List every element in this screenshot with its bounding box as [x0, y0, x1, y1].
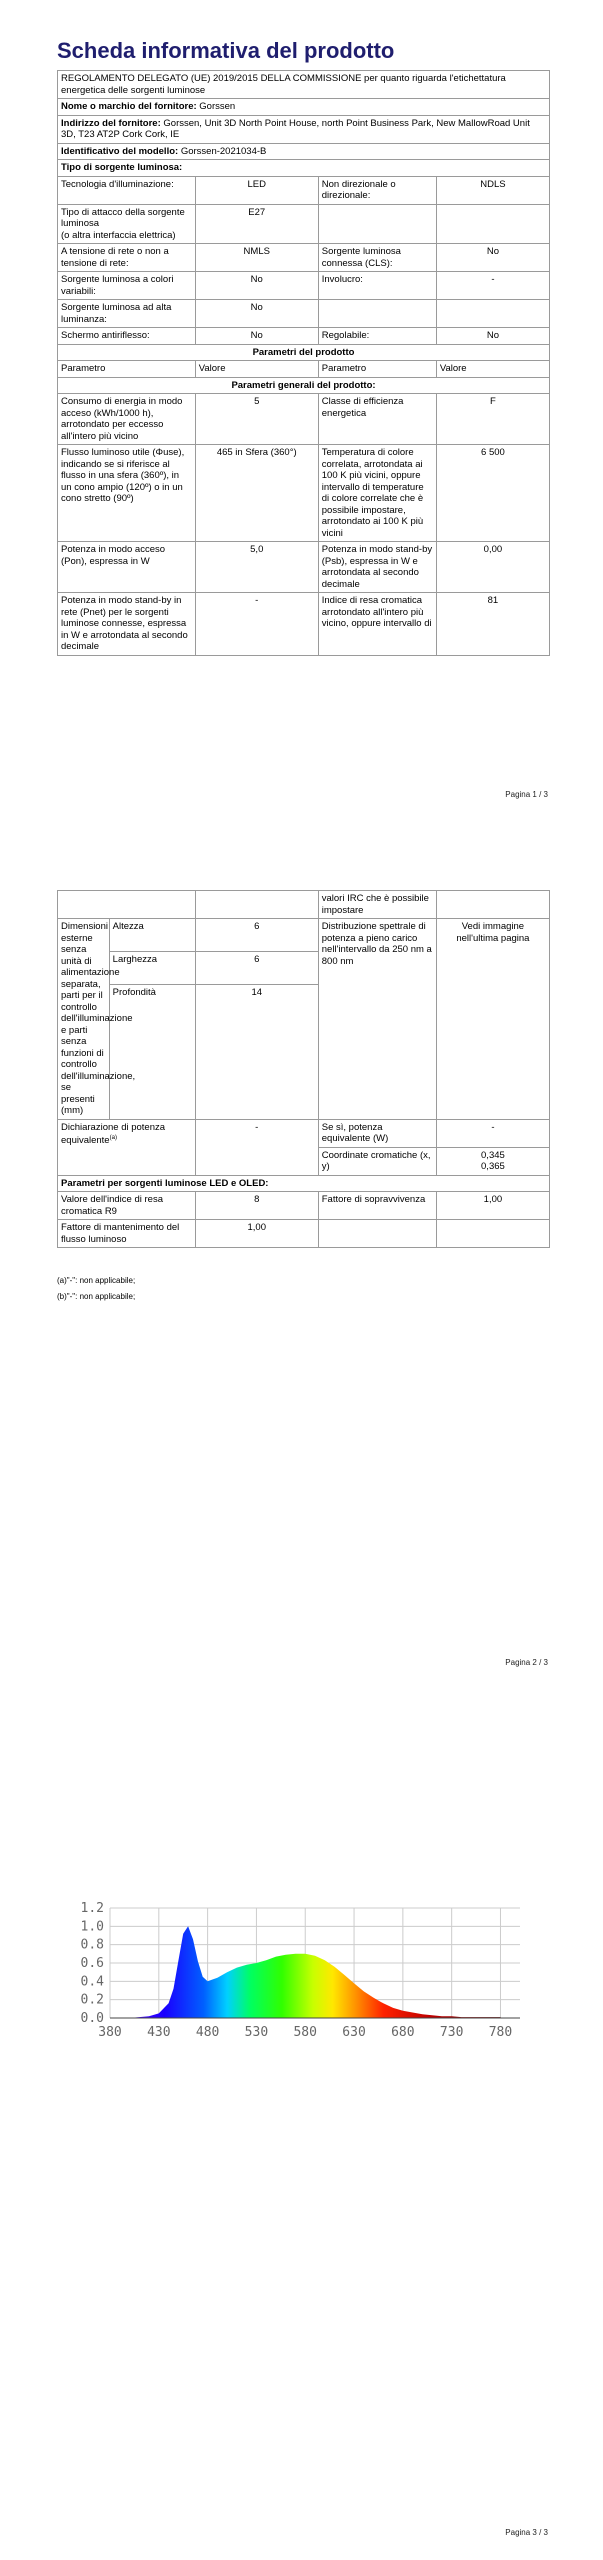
- supplier-name-label: Nome o marchio del fornitore:: [61, 101, 197, 112]
- tech-value: LED: [195, 176, 318, 204]
- class-label: Classe di efficienza energetica: [318, 394, 436, 445]
- pon-value: 5,0: [195, 542, 318, 593]
- pnet-value: -: [195, 593, 318, 656]
- model-row: [58, 143, 550, 160]
- envelope-value: -: [436, 272, 549, 300]
- supplier-address-row: [58, 115, 550, 143]
- chroma-x: 0,345: [481, 1149, 505, 1161]
- height-label: Altezza: [109, 919, 195, 952]
- x-tick-label: 780: [488, 2025, 513, 2040]
- pon-label: Potenza in modo acceso (Pon), espressa in W: [58, 542, 196, 593]
- spd-label: Distribuzione spettrale di potenza a pieno carico nell'intervallo da 250 nm a 800 nm: [318, 919, 436, 1120]
- r9-value: 8: [195, 1192, 318, 1220]
- empty-cell: [318, 204, 436, 244]
- surv-value: 1,00: [436, 1192, 549, 1220]
- source-type-label: Tipo di sorgente luminosa:: [58, 160, 550, 177]
- hl-value: No: [195, 300, 318, 328]
- cap-sub: (o altra interfaccia elettrica): [61, 229, 176, 241]
- surv-label: Fattore di sopravvivenza: [318, 1192, 436, 1220]
- cls-label: Sorgente luminosa connessa (CLS):: [318, 244, 436, 272]
- colour-value: No: [195, 272, 318, 300]
- regulation-text: REGOLAMENTO DELEGATO (UE) 2019/2015 DELLA COMMISSIONE per quanto riguarda l'etichettatura energetica delle sorgenti luminose: [58, 71, 550, 99]
- footnote-a: (a)"-": non applicabile;: [57, 1276, 136, 1285]
- y-tick-label: 0.2: [80, 1992, 104, 2008]
- empty-cell: [436, 1220, 549, 1248]
- y-tick-label: 1.2: [80, 1901, 104, 1916]
- maint-value: 1,00: [195, 1220, 318, 1248]
- supplier-address-label: Indirizzo del fornitore:: [61, 117, 161, 129]
- col-param-header: Parametro: [318, 361, 436, 378]
- chroma-label: Coordinate cromatiche (x, y): [318, 1147, 436, 1175]
- cap-label: Tipo di attacco della sorgente luminosa: [61, 206, 185, 229]
- glare-value: No: [195, 328, 318, 345]
- spd-value: Vedi immagine nell'ultima pagina: [436, 919, 549, 1120]
- x-tick-label: 730: [439, 2025, 464, 2040]
- product-params-header: Parametri del prodotto: [58, 344, 550, 361]
- empty-cell: [436, 204, 549, 244]
- pnet-label: Potenza in modo stand-by in rete (Pnet) per le sorgenti luminose connesse, espressa in W e arrotondata al secondo decimale: [58, 593, 196, 656]
- page-number: Pagina 1 / 3: [505, 790, 548, 799]
- cri-label: Indice di resa cromatica arrotondato all'intero più vicino, oppure intervallo di: [318, 593, 436, 656]
- spectrum-chart: [70, 1900, 530, 2050]
- flux-label: Flusso luminoso utile (Φuse), indicando se si riferisce al flusso in una sfera (360º), in un cono ampio (120º) o in un cono stretto (90º): [58, 445, 196, 542]
- general-params-header: Parametri generali del prodotto:: [58, 377, 550, 394]
- led-params-header: Parametri per sorgenti luminose LED e OLED:: [58, 1175, 550, 1192]
- x-tick-label: 580: [293, 2025, 317, 2040]
- mains-label: A tensione di rete o non a tensione di rete:: [58, 244, 196, 272]
- empty-cell: [318, 300, 436, 328]
- ndls-value: NDLS: [436, 176, 549, 204]
- mains-value: NMLS: [195, 244, 318, 272]
- psb-label: Potenza in modo stand-by (Psb), espressa in W e arrotondata al secondo decimale: [318, 542, 436, 593]
- dims-label: Dimensioni esterne senza unità di alimentazione separata, parti per il controllo dell'illuminazione e parti senza funzioni di controllo dell'illuminazione, se presenti (mm): [58, 919, 110, 1120]
- chroma-y: 0,365: [481, 1161, 505, 1172]
- footnote-b: (b)"-": non applicabile;: [57, 1292, 136, 1301]
- empty-cell: [318, 1220, 436, 1248]
- depth-label: Profondità: [109, 984, 195, 1119]
- page-title: Scheda informativa del prodotto: [57, 38, 395, 63]
- x-tick-label: 530: [244, 2025, 269, 2040]
- cri-label-continued: valori IRC che è possibile impostare: [318, 891, 436, 919]
- y-tick-label: 0.8: [80, 1937, 104, 1953]
- energy-label: Consumo di energia in modo acceso (kWh/1000 h), arrotondato per eccesso all'intero più vicino: [58, 394, 196, 445]
- col-value-header: Valore: [436, 361, 549, 378]
- maint-label: Fattore di mantenimento del flusso luminoso: [58, 1220, 196, 1248]
- depth-value: 14: [195, 984, 318, 1119]
- empty-cell: [195, 891, 318, 919]
- supplier-address: Gorssen, Unit 3D North Point House, north Point Business Park, New MallowRoad Unit 3D, T23 AT2P Cork Cork, IE: [61, 117, 530, 140]
- r9-label: Valore dell'indice di resa cromatica R9: [58, 1192, 196, 1220]
- class-value: F: [436, 394, 549, 445]
- x-tick-label: 630: [342, 2025, 366, 2040]
- equiv-value: -: [195, 1119, 318, 1175]
- cct-value: 6 500: [436, 445, 549, 542]
- y-tick-label: 0.4: [80, 1974, 104, 1990]
- col-value-header: Valore: [195, 361, 318, 378]
- equiv-w-label: Se sì, potenza equivalente (W): [318, 1119, 436, 1147]
- psb-value: 0,00: [436, 542, 549, 593]
- x-tick-label: 380: [98, 2025, 122, 2040]
- page-2: [0, 820, 603, 1690]
- ndls-label: Non direzionale o direzionale:: [318, 176, 436, 204]
- glare-label: Schermo antiriflesso:: [58, 328, 196, 345]
- cap-value: E27: [195, 204, 318, 244]
- equiv-sup: (a): [109, 1135, 117, 1141]
- supplier-name-row: [58, 99, 550, 116]
- supplier-name: Gorssen: [199, 101, 236, 112]
- y-tick-label: 0.6: [80, 1956, 104, 1971]
- equiv-w-value: -: [436, 1119, 549, 1147]
- chroma-values: [436, 1147, 549, 1175]
- col-param-header: Parametro: [58, 361, 196, 378]
- hl-label: Sorgente luminosa ad alta luminanza:: [58, 300, 196, 328]
- dim-value: No: [436, 328, 549, 345]
- model-id: Gorssen-2021034-B: [180, 145, 267, 157]
- cls-value: No: [436, 244, 549, 272]
- width-label: Larghezza: [109, 951, 195, 984]
- colour-label: Sorgente luminosa a colori variabili:: [58, 272, 196, 300]
- y-tick-label: 0.0: [80, 2011, 104, 2026]
- envelope-label: Involucro:: [318, 272, 436, 300]
- empty-cell: [58, 891, 196, 919]
- x-tick-label: 480: [195, 2025, 220, 2040]
- empty-cell: [436, 891, 549, 919]
- page-number: Pagina 3 / 3: [505, 2528, 548, 2537]
- dim-label: Regolabile:: [318, 328, 436, 345]
- page-3: [0, 1690, 603, 2560]
- equiv-cell: [58, 1119, 196, 1175]
- flux-value: 465 in Sfera (360°): [195, 445, 318, 542]
- product-info-table: [57, 70, 550, 656]
- product-info-table-continued: [57, 890, 550, 1248]
- model-label: Identificativo del modello:: [61, 145, 179, 157]
- energy-value: 5: [195, 394, 318, 445]
- x-tick-label: 680: [391, 2025, 415, 2040]
- equiv-label: Dichiarazione di potenza equivalente: [61, 1121, 166, 1147]
- page-number: Pagina 2 / 3: [505, 1658, 548, 1667]
- x-tick-label: 430: [147, 2025, 171, 2040]
- empty-cell: [436, 300, 549, 328]
- page-1: [0, 0, 603, 820]
- height-value: 6: [195, 919, 318, 952]
- cri-value: 81: [436, 593, 549, 656]
- width-value: 6: [195, 951, 318, 984]
- cct-label: Temperatura di colore correlata, arrotondata ai 100 K più vicini, oppure intervallo di temperature di colore correlate che è possibile impostare, arrotondato ai 100 K più vicini: [318, 445, 436, 542]
- cap-cell: [58, 204, 196, 244]
- y-tick-label: 1.0: [80, 1919, 104, 1935]
- tech-label: Tecnologia d'illuminazione:: [58, 176, 196, 204]
